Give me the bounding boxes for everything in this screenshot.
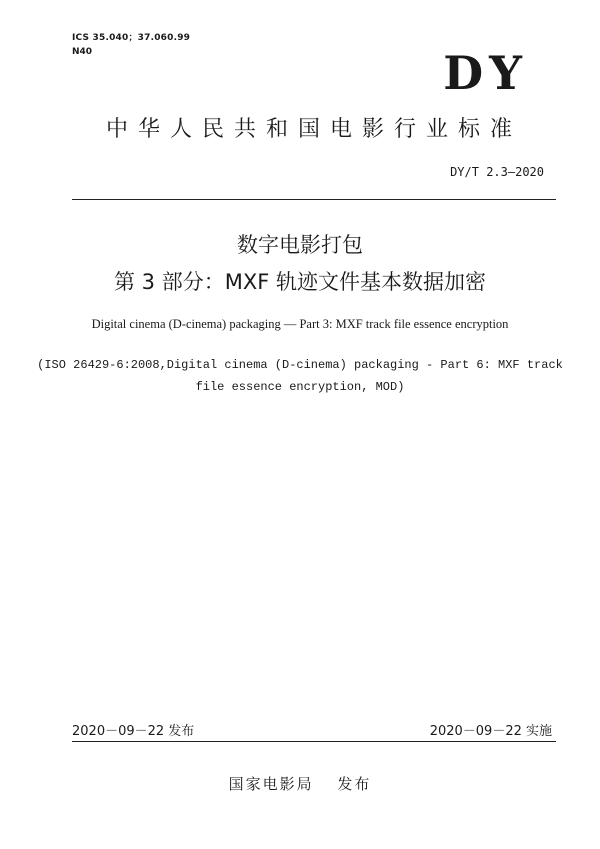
adoption-note-line-2: file essence encryption, MOD) <box>195 380 405 394</box>
standard-type-heading: 中华人民共和国电影行业标准 <box>105 117 522 142</box>
classification-code: N40 <box>72 47 93 57</box>
title-cn-line-2: 第 3 部分：MXF 轨迹文件基本数据加密 <box>114 270 486 294</box>
adoption-note-line-1: (ISO 26429-6:2008,Digital cinema (D-cinema) packaging - Part 6: MXF track <box>37 358 563 372</box>
ics-code: ICS 35.040；37.060.99 <box>72 33 191 43</box>
publisher: 国家电影局 发布 <box>228 775 372 793</box>
standard-number: DY/T 2.3—2020 <box>450 165 544 179</box>
dy-logo: DY <box>443 46 528 100</box>
issue-date: 2020－09－22 发布 <box>72 724 195 739</box>
top-divider <box>72 199 556 200</box>
title-english: Digital cinema (D-cinema) packaging — Part 3: MXF track file essence encryption <box>91 317 509 331</box>
implementation-date: 2020－09－22 实施 <box>429 724 552 739</box>
bottom-divider <box>72 741 556 742</box>
title-cn-line-1: 数字电影打包 <box>237 233 363 257</box>
